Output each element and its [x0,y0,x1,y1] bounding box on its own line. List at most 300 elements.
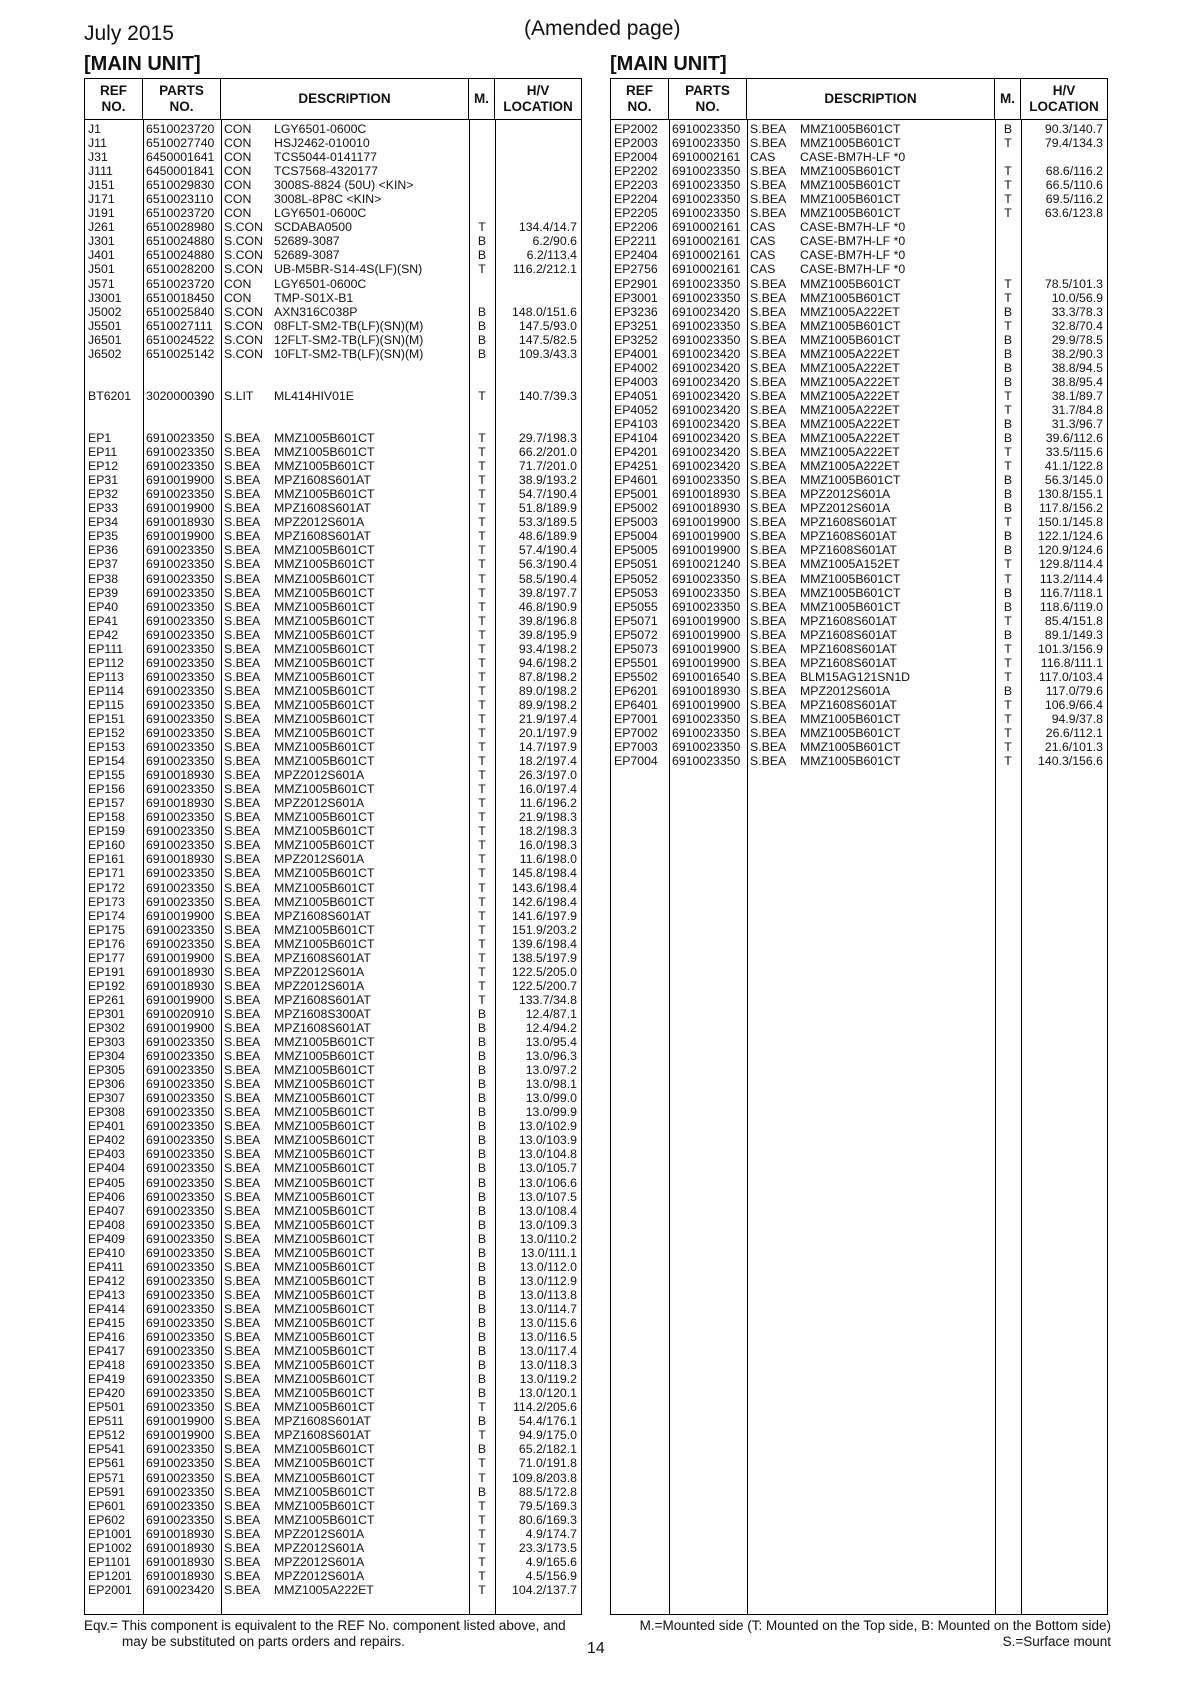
ref-no: EP601 [88,1498,125,1513]
ref-no: EP413 [88,1287,125,1302]
ref-no: EP4251 [614,459,658,474]
part-type: S.BEA [224,1470,261,1485]
mount-side: T [478,922,486,937]
part-type: S.BEA [224,529,261,544]
part-type: S.BEA [224,1175,261,1190]
header-amended: (Amended page) [524,17,681,40]
description: MMZ1005B601CT [800,192,901,207]
parts-no: 6910018930 [672,683,741,698]
part-type: S.BEA [750,136,787,151]
hv-location: 142.6/198.4 [512,894,577,909]
hv-location: 16.0/197.4 [518,782,577,797]
description: MMZ1005B601CT [274,1105,375,1120]
ref-no: EP32 [88,487,119,502]
mount-side: T [478,824,486,839]
part-type: S.BEA [224,1498,261,1513]
hv-location: 89.0/198.2 [518,683,577,698]
hv-location: 11.6/198.0 [519,852,577,867]
part-type: S.BEA [750,557,787,572]
mount-side: T [478,487,486,502]
ref-no: EP5005 [614,543,658,558]
parts-no: 6910023350 [146,669,215,684]
description: TCS7568-4320177 [274,164,378,179]
mount-side [469,361,495,375]
description: 08FLT-SM2-TB(LF)(SN)(M) [274,318,424,333]
part-type: S.BEA [224,1512,261,1527]
parts-no: 6910023350 [146,711,215,726]
ref-no: EP5071 [614,613,658,628]
parts-no: 6910023350 [146,1091,215,1106]
description: MMZ1005B601CT [274,1330,375,1345]
parts-no: 6910023350 [146,613,215,628]
mount-side: T [478,1554,486,1569]
hv-location: 94.9/37.8 [1051,711,1103,726]
hv-location: 18.2/198.3 [518,824,577,839]
ref-no: EP2756 [614,262,658,277]
ref-no: EP3251 [614,318,658,333]
part-type: S.BEA [750,388,787,403]
table-row [611,319,1107,333]
ref-no: EP33 [88,501,119,516]
ref-no: EP113 [88,669,125,684]
ref-no: EP412 [88,1273,125,1288]
parts-no [143,417,221,431]
part-type: S.BEA [750,360,787,375]
mount-side: B [477,1049,487,1064]
mount-side: B [1003,431,1013,446]
table-row [85,1232,581,1246]
part-type: S.BEA [224,501,261,516]
part-type: S.CON [224,234,263,249]
description: MPZ2012S601A [800,487,891,502]
table-row [85,965,581,979]
mount-side: T [478,543,486,558]
hv-location: 66.2/201.0 [518,445,577,460]
parts-no: 6910023420 [672,346,741,361]
hv-location: 122.5/200.7 [512,978,577,993]
mount-side: B [477,234,487,249]
hv-location [495,164,581,178]
description: MMZ1005B601CT [800,164,901,179]
hv-location: 117.0/103.4 [1038,669,1103,684]
mount-side [995,262,1021,276]
ref-no: EP3001 [614,290,658,305]
parts-no: 6450001841 [146,164,215,179]
parts-no: 6910002161 [672,220,741,235]
description: MPZ2012S601A [274,1526,365,1541]
parts-no: 6510018450 [146,290,215,305]
ref-no: EP2204 [614,192,658,207]
parts-no: 6510027111 [146,318,213,333]
ref-no: EP303 [88,1035,125,1050]
table-row [85,1414,581,1428]
hv-location: 140.3/156.6 [1038,754,1103,769]
parts-no: 6910023350 [146,459,215,474]
description: MPZ2012S601A [274,796,365,811]
part-type: S.BEA [224,599,261,614]
mount-side: T [478,838,486,853]
table-row [85,1288,581,1302]
ref-no: EP5001 [614,487,658,502]
description: HSJ2462-010010 [274,136,370,151]
hv-location: 13.0/99.9 [525,1105,577,1120]
table-row [85,361,581,375]
description: MMZ1005B601CT [800,332,901,347]
mount-side [469,375,495,389]
parts-no: 6910019900 [146,1428,215,1443]
ref-no: EP306 [88,1077,125,1092]
description: ML414HIV01E [274,388,354,403]
mount-side [469,206,495,220]
table-row [85,1485,581,1499]
mount-side: T [478,950,486,965]
mount-side: T [1004,613,1012,628]
ref-no: EP411 [88,1259,125,1274]
part-type: S.BEA [224,1287,261,1302]
part-type: S.BEA [224,1063,261,1078]
part-type: S.CON [224,346,263,361]
parts-no: 6910023420 [672,445,741,460]
parts-no: 6910019900 [146,1021,215,1035]
part-type: S.BEA [224,936,261,951]
table-row [85,951,581,965]
description: MMZ1005B601CT [800,726,901,741]
ref-no: EP420 [88,1386,125,1401]
mount-side [469,178,495,192]
description: MPZ1608S601AT [274,529,371,544]
mount-side: T [478,740,486,755]
column-header: M. [469,79,495,119]
hv-location: 134.4/14.7 [518,220,577,235]
parts-no: 6510025142 [146,346,215,361]
table-row [611,586,1107,600]
hv-location: 68.6/116.2 [1045,164,1103,179]
part-type: S.BEA [224,1189,261,1204]
ref-no: EP2901 [614,276,658,291]
parts-no: 6510023720 [146,206,215,221]
parts-no: 6910018930 [146,852,215,867]
description: MMZ1005B601CT [274,1498,375,1513]
hv-location: 151.9/203.2 [512,922,577,937]
ref-no: J151 [88,178,115,193]
column-header: M. [995,79,1021,119]
table-row [611,347,1107,361]
description: MMZ1005B601CT [274,543,375,558]
mount-side: B [477,1021,487,1035]
parts-no: 6910023420 [672,431,741,446]
mount-side: B [477,304,487,319]
ref-no: EP111 [88,641,124,656]
table-row [85,1400,581,1414]
table-row [85,529,581,543]
description: MMZ1005B601CT [800,473,901,488]
description: MPZ2012S601A [274,1554,365,1569]
part-type: S.BEA [224,1021,261,1035]
hv-location: 38.2/90.3 [1051,346,1103,361]
parts-no: 6510024880 [146,248,215,263]
part-type: CON [224,192,252,207]
table-row [611,445,1107,459]
parts-no: 6910023350 [146,1063,215,1078]
hv-location: 130.8/155.1 [1038,487,1103,502]
ref-no [85,403,143,417]
table-row [611,473,1107,487]
ref-no: EP402 [88,1133,125,1148]
part-type: S.BEA [224,768,261,783]
hv-location: 26.6/112.1 [1045,726,1103,741]
hv-location: 53.3/189.5 [518,515,577,530]
part-type: S.BEA [750,599,787,614]
table-row [85,782,581,796]
mount-side: T [478,515,486,530]
hv-location: 117.8/156.2 [1038,501,1103,516]
part-type: S.BEA [224,754,261,769]
part-type: S.BEA [224,1035,261,1050]
ref-no: EP4051 [614,388,658,403]
parts-no: 6910023420 [672,374,741,389]
ref-no: EP4001 [614,346,658,361]
description: MMZ1005B601CT [274,571,375,586]
table-row [85,262,581,276]
hv-location: 79.4/134.3 [1044,136,1103,151]
part-type: S.BEA [224,1217,261,1232]
table-row [611,600,1107,614]
table-row [611,361,1107,375]
table-row [85,1091,581,1105]
page-number: 14 [587,1640,605,1657]
ref-no: EP4052 [614,402,658,417]
parts-no: 6910023350 [146,1330,215,1345]
part-type: S.BEA [224,669,261,684]
hv-location: 71.7/201.0 [518,459,577,474]
ref-no: EP12 [88,459,119,474]
part-type: CAS [750,262,776,277]
hv-location: 85.4/151.8 [1044,613,1103,628]
mount-side: B [477,1231,487,1246]
table-row [611,515,1107,529]
parts-no: 6910023350 [146,1217,215,1232]
hv-location: 38.8/94.5 [1051,360,1103,375]
part-type: S.BEA [750,711,787,726]
table-row [85,1077,581,1091]
mount-side: T [478,1498,486,1513]
part-type: S.BEA [224,922,261,937]
hv-location: 29.7/198.3 [518,431,577,446]
parts-no: 6910023350 [146,655,215,670]
table-row [85,768,581,782]
parts-no: 6910023350 [672,711,741,726]
ref-no: EP171 [88,866,125,881]
mount-side: B [1003,627,1013,642]
hv-location: 38.9/193.2 [518,473,577,488]
parts-no: 6910019900 [146,950,215,965]
table-row [85,1541,581,1555]
parts-no: 6910016540 [672,669,741,684]
mount-side: T [478,599,486,614]
ref-no: EP6401 [614,697,658,712]
table-row [85,740,581,754]
ref-no: EP417 [88,1344,125,1359]
part-type: S.BEA [224,866,261,881]
parts-no: 6910023350 [146,866,215,881]
mount-side: T [478,866,486,881]
description: MMZ1005B601CT [274,1147,375,1162]
parts-no: 6910023420 [672,388,741,403]
ref-no: EP7002 [614,726,658,741]
part-type: S.BEA [224,655,261,670]
ref-no: EP409 [88,1231,125,1246]
mount-side: B [477,1006,487,1021]
description: MPZ2012S601A [274,852,365,867]
ref-no: EP5053 [614,585,658,600]
mount-side [995,234,1021,248]
description: AXN316C038P [274,304,358,319]
parts-no: 6910023350 [146,1386,215,1401]
description: MMZ1005B601CT [274,1512,375,1527]
ref-no: EP405 [88,1175,125,1190]
ref-no: J31 [88,150,108,165]
ref-no: EP261 [88,992,125,1007]
part-type: CON [224,150,252,165]
mount-side: T [478,880,486,895]
parts-no: 6910019900 [146,992,215,1007]
parts-no: 6910018930 [146,515,215,530]
description: MPZ1608S601AT [274,950,371,965]
parts-no: 6510023720 [146,122,215,136]
hv-location: 65.2/182.1 [518,1442,577,1457]
part-type: S.BEA [224,1203,261,1218]
hv-location: 16.0/198.3 [518,838,577,853]
mount-side: B [1003,529,1013,544]
part-type: S.BEA [224,978,261,993]
ref-no: EP2002 [614,122,658,136]
hv-location: 13.0/97.2 [525,1063,577,1078]
ref-no: EP408 [88,1217,125,1232]
mount-side: T [478,711,486,726]
description: MMZ1005B601CT [274,1161,375,1176]
description: BLM15AG121SN1D [800,669,911,684]
parts-no: 6910023350 [146,571,215,586]
hv-location: 13.0/112.0 [519,1259,577,1274]
part-type: S.BEA [750,515,787,530]
table-row [85,1302,581,1316]
ref-no: EP1 [88,431,112,446]
description: MMZ1005B601CT [274,1484,375,1499]
mount-side: T [478,459,486,474]
description: MPZ1608S601AT [800,515,897,530]
column-header: DESCRIPTION [747,79,995,119]
mount-side: T [478,1540,486,1555]
description: 3008L-8P8C <KIN> [274,192,382,207]
description: MMZ1005A222ET [800,346,900,361]
table-row [611,557,1107,571]
hv-location [495,150,581,164]
mount-side: B [1003,585,1013,600]
description: MMZ1005B601CT [800,571,901,586]
parts-no: 6910018930 [146,1554,215,1569]
parts-no: 6910019900 [146,1414,215,1429]
description: MMZ1005B601CT [274,683,375,698]
part-type: CON [224,164,252,179]
table-row [85,1358,581,1372]
parts-no: 3020000390 [146,388,215,403]
hv-location: 150.1/145.8 [1038,515,1103,530]
part-type: S.BEA [750,459,787,474]
mount-side: B [477,1217,487,1232]
table-row [611,305,1107,319]
ref-no: EP5055 [614,599,658,614]
part-type: S.BEA [750,431,787,446]
mount-side: T [478,627,486,642]
table-row [85,1007,581,1021]
parts-table-right [610,78,1108,1615]
mount-side: B [477,1077,487,1092]
part-type: S.CON [224,318,263,333]
description: MMZ1005B601CT [274,936,375,951]
part-type: S.BEA [224,1119,261,1134]
part-type: S.BEA [224,810,261,825]
description: TCS5044-0141177 [274,150,378,165]
parts-no: 6910018930 [146,964,215,979]
part-type: S.BEA [224,1386,261,1401]
parts-no [143,361,221,375]
mount-side: B [477,1315,487,1330]
description: MMZ1005B601CT [274,782,375,797]
hv-location: 71.0/191.8 [518,1456,577,1471]
mount-side: T [478,1400,486,1415]
description: MMZ1005B601CT [274,1287,375,1302]
ref-no: EP401 [88,1119,125,1134]
mount-side: T [478,613,486,628]
part-type: S.BEA [750,726,787,741]
ref-no: EP5003 [614,515,658,530]
table-header [85,79,581,120]
hv-location: 143.6/198.4 [512,880,577,895]
description: MPZ2012S601A [274,964,365,979]
mount-side: B [477,1189,487,1204]
hv-location: 129.8/114.4 [1038,557,1103,572]
table-row [85,1274,581,1288]
description: MMZ1005A222ET [800,374,900,389]
description: MMZ1005B601CT [274,1456,375,1471]
part-type: S.BEA [224,683,261,698]
table-row [85,136,581,150]
ref-no: EP308 [88,1105,125,1120]
part-type: S.BEA [224,1133,261,1148]
parts-no: 6910018930 [146,768,215,783]
ref-no: EP31 [88,473,119,488]
part-type: S.BEA [224,1582,261,1597]
ref-no: EP41 [88,613,119,628]
mount-side: T [478,262,486,277]
mount-side: T [478,1582,486,1597]
table-row [611,726,1107,740]
mount-side: B [1003,416,1013,431]
description: MMZ1005B601CT [800,318,901,333]
hv-location: 31.3/96.7 [1051,416,1103,431]
ref-no: EP151 [88,711,125,726]
table-row [85,586,581,600]
parts-no: 6910019900 [146,908,215,923]
ref-no: EP307 [88,1091,125,1106]
mount-side: B [477,1358,487,1373]
part-type: S.BEA [224,1245,261,1260]
description: MMZ1005B601CT [274,557,375,572]
table-row [85,431,581,445]
part-type: S.BEA [224,627,261,642]
description: MMZ1005B601CT [274,431,375,446]
part-type: S.BEA [224,852,261,867]
